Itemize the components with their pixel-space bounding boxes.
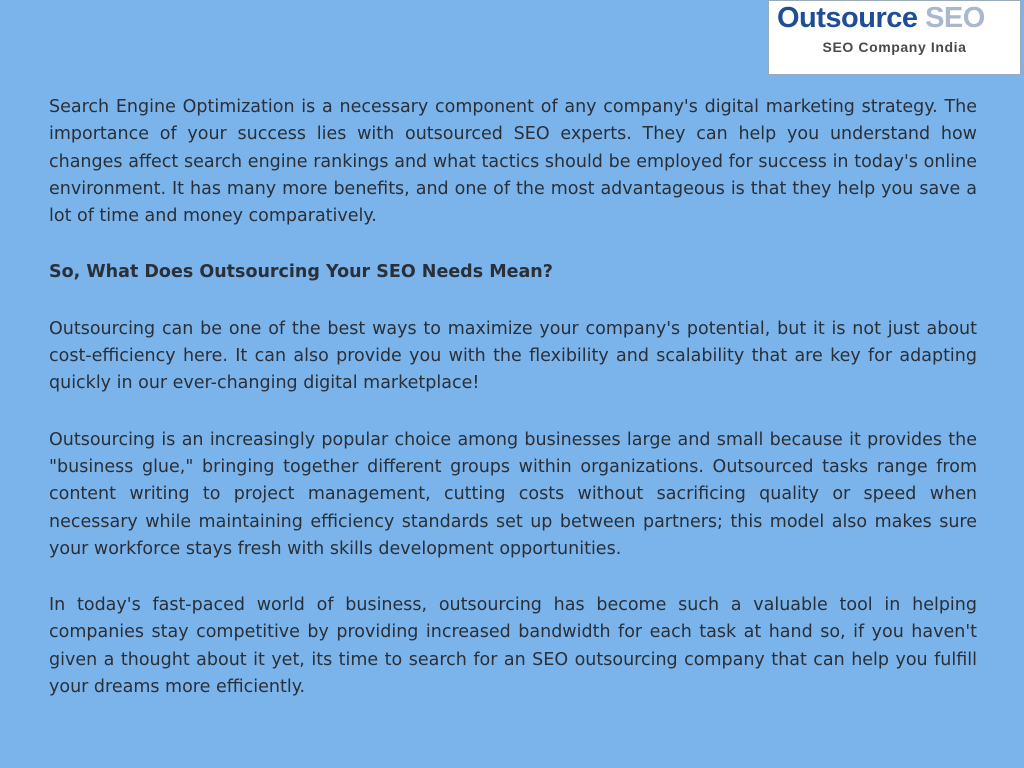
body-paragraph-business-glue: Outsourcing is an increasingly popular choice among businesses large and small because it provides the "business glue," bringing together different groups within organizations. Outsourced tasks range from content writing to project management, cutting costs without sacrificing quality or speed when necessary while maintaining efficiency standards set up between partners; this model also makes sure your workforce stays fresh with skills development opportunities. — [49, 429, 977, 559]
logo-title-seo: SEO — [925, 2, 985, 34]
logo-title — [777, 2, 985, 34]
logo-title-outsource: Outsource — [777, 2, 918, 34]
body-paragraph-conclusion: In today's fast-paced world of business, outsourcing has become such a valuable tool in helping companies stay competitive by providing increased bandwidth for each task at hand so, if you haven't given a thought about it yet, its time to search for an SEO outsourcing company that can help you fulfill your dreams more efficiently. — [49, 595, 977, 698]
logo-subtitle: SEO Company India — [822, 39, 967, 55]
body-paragraph-flexibility: Outsourcing can be one of the best ways to maximize your company's potential, but it is not just about cost-efficiency here. It can also provide you with the flexibility and scalability that are key for adapting quickly in our ever-changing digital marketplace! — [49, 318, 977, 394]
intro-paragraph: Search Engine Optimization is a necessary component of any company's digital marketing strategy. The importance of your success lies with outsourced SEO experts. They can help you understand how changes affect search engine rankings and what tactics should be employed for success in today's online environment. It has many more benefits, and one of the most advantageous is that they help you save a lot of time and money comparatively. — [49, 97, 977, 227]
article-body — [49, 94, 977, 730]
company-logo — [768, 0, 1021, 75]
section-heading: So, What Does Outsourcing Your SEO Needs Mean? — [49, 262, 553, 283]
